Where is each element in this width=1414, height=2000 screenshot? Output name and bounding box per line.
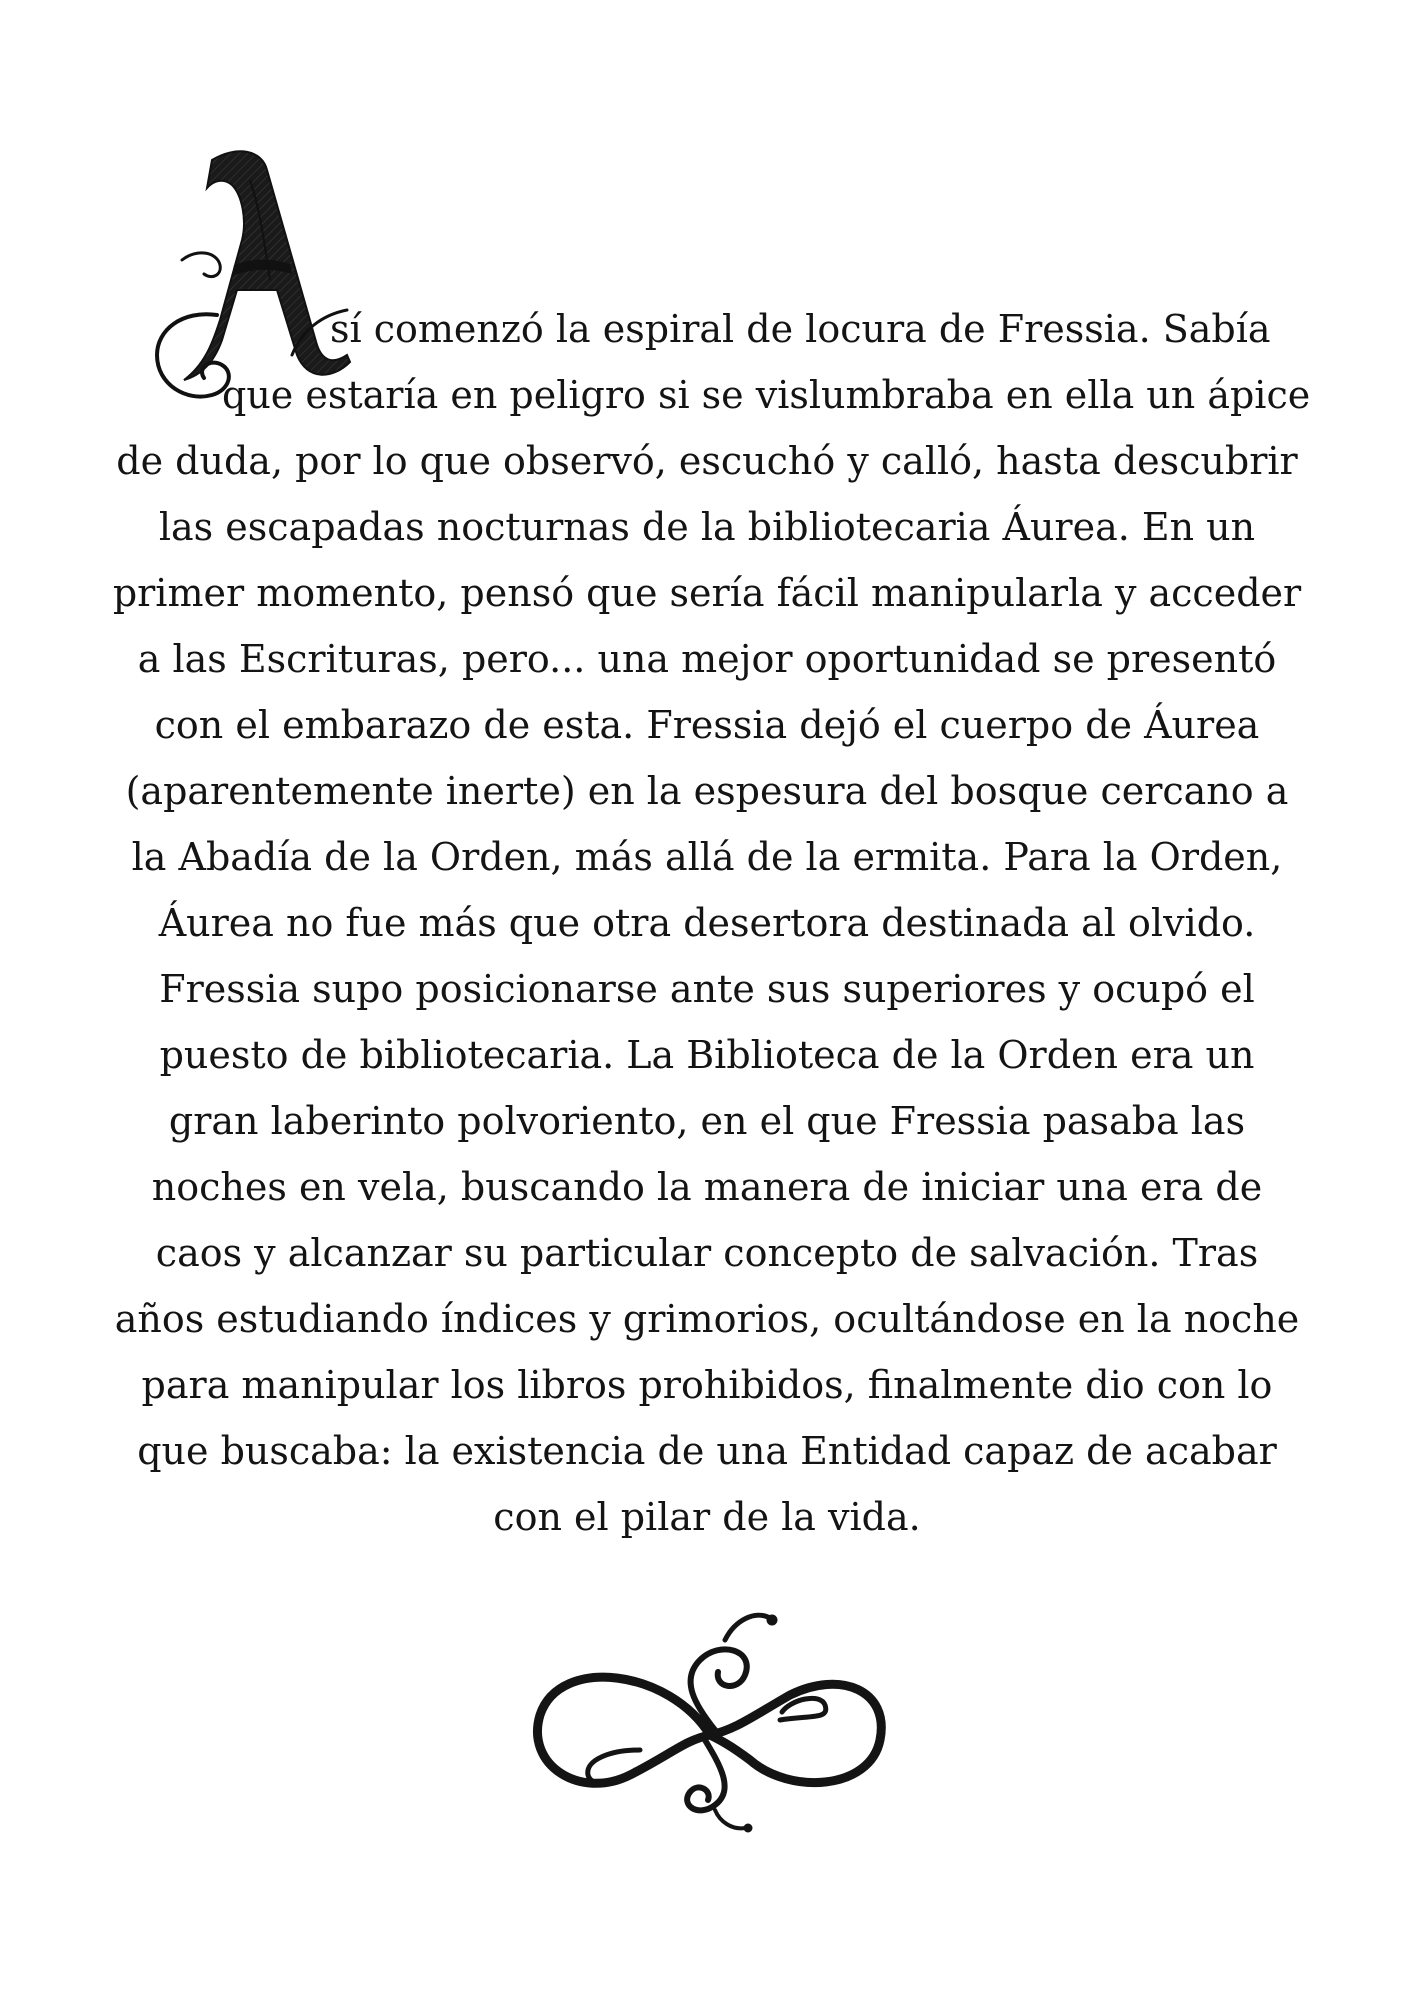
paragraph-line: sí comenzó la espiral de locura de Fressia. Sabía	[330, 307, 1271, 351]
paragraph-line: para manipular los libros prohibidos, finalmente dio con lo	[141, 1363, 1273, 1407]
paragraph-line: noches en vela, buscando la manera de iniciar una era de	[151, 1165, 1263, 1209]
paragraph-line: las escapadas nocturnas de la bibliotecaria Áurea. En un	[158, 505, 1256, 549]
paragraph-line: Fressia supo posicionarse ante sus superiores y ocupó el	[159, 967, 1255, 1011]
paragraph-line: con el embarazo de esta. Fressia dejó el cuerpo de Áurea	[154, 703, 1260, 747]
paragraph-line: que buscaba: la existencia de una Entidad capaz de acabar	[137, 1429, 1277, 1473]
paragraph-line: (aparentemente inerte) en la espesura del bosque cercano a	[125, 769, 1289, 813]
paragraph-line: primer momento, pensó que sería fácil manipularla y acceder	[112, 571, 1302, 615]
paragraph-line: puesto de bibliotecaria. La Biblioteca de la Orden era un	[159, 1033, 1255, 1077]
paragraph-line: la Abadía de la Orden, más allá de la ermita. Para la Orden,	[131, 835, 1283, 879]
paragraph-line: a las Escrituras, pero... una mejor oportunidad se presentó	[137, 637, 1277, 681]
paragraph-line: de duda, por lo que observó, escuchó y calló, hasta descubrir	[116, 439, 1298, 483]
paragraph-line: que estaría en peligro si se vislumbraba en ella un ápice	[222, 373, 1311, 417]
paragraph-line: años estudiando índices y grimorios, ocultándose en la noche	[114, 1297, 1300, 1341]
paragraph-line: Áurea no fue más que otra desertora destinada al olvido.	[158, 901, 1256, 945]
flourish-divider-icon	[520, 1600, 900, 1840]
paragraph-line: con el pilar de la vida.	[493, 1495, 921, 1539]
paragraph-line: caos y alcanzar su particular concepto de salvación. Tras	[155, 1231, 1259, 1275]
paragraph-line: gran laberinto polvoriento, en el que Fressia pasaba las	[168, 1099, 1246, 1143]
